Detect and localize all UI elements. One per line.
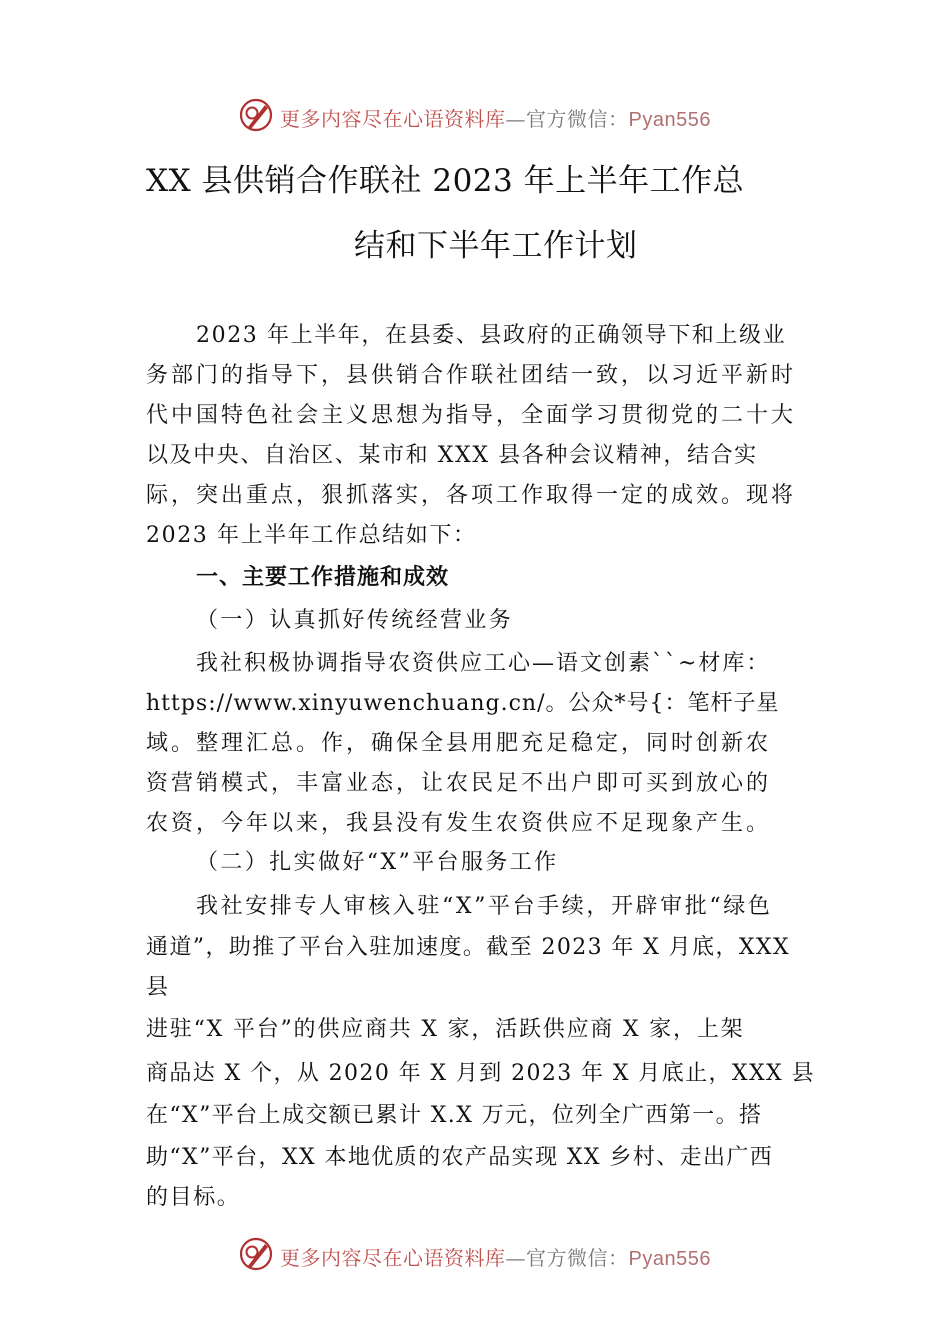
intro-line: 以及中央、自治区、某市和 XXX 县各种会议精神，结合实 (146, 443, 758, 468)
paragraph-line: 我社积极协调指导农资供应工心—语文创素``~材库： (196, 651, 771, 676)
subsection-heading: （二）扎实做好“X”平台服务工作 (196, 850, 559, 875)
subsection-heading: （一）认真抓好传统经营业务 (196, 608, 514, 633)
paragraph-line: 通道”，助推了平台入驻加速度。截至 2023 年 X 月底，XXX (146, 935, 791, 960)
watermark-text: 更多内容尽在心语资料库—官方微信：Pyan556 (280, 107, 711, 131)
paragraph-line: https://www.xinyuwenchuang.cn/。公众*号{：笔杆子星 (146, 691, 780, 716)
section-heading: 一、主要工作措施和成效 (196, 565, 450, 590)
paragraph-line: 域。整理汇总。作，确保全县用肥充足稳定，同时创新农 (146, 731, 772, 756)
paragraph-line: 的目标。 (146, 1185, 241, 1210)
footer-watermark (0, 1234, 950, 1274)
pen-logo-icon (238, 1236, 274, 1272)
paragraph-line: 助“X”平台，XX 本地优质的农产品实现 XX 乡村、走出广西 (146, 1145, 774, 1170)
intro-line: 2023 年上半年工作总结如下： (146, 523, 477, 548)
document-title-line2: 结和下半年工作计划 (354, 228, 638, 264)
intro-line: 2023 年上半年，在县委、县政府的正确领导下和上级业 (196, 323, 787, 348)
paragraph-line: 农资，今年以来，我县没有发生农资供应不足现象产生。 (146, 811, 772, 836)
pen-logo-icon (238, 97, 274, 133)
intro-line: 务部门的指导下，县供销合作联社团结一致，以习近平新时 (146, 363, 797, 388)
paragraph-line: 进驻“X 平台”的供应商共 X 家，活跃供应商 X 家，上架 (146, 1017, 745, 1042)
paragraph-line: 县 (146, 975, 170, 1000)
intro-line: 代中国特色社会主义思想为指导，全面学习贯彻党的二十大 (146, 403, 797, 428)
paragraph-line: 我社安排专人审核入驻“X”平台手续，开辟审批“绿色 (196, 894, 773, 919)
paragraph-line: 商品达 X 个，从 2020 年 X 月到 2023 年 X 月底止，XXX 县 (146, 1061, 815, 1086)
header-watermark (0, 95, 950, 135)
watermark-text: 更多内容尽在心语资料库—官方微信：Pyan556 (280, 1246, 711, 1270)
intro-line: 际，突出重点，狠抓落实，各项工作取得一定的成效。现将 (146, 483, 797, 508)
document-title-line1: XX 县供销合作联社 2023 年上半年工作总 (146, 163, 745, 199)
paragraph-line: 资营销模式，丰富业态，让农民足不出户即可买到放心的 (146, 771, 772, 796)
paragraph-line: 在“X”平台上成交额已累计 X.X 万元，位列全广西第一。搭 (146, 1103, 763, 1128)
